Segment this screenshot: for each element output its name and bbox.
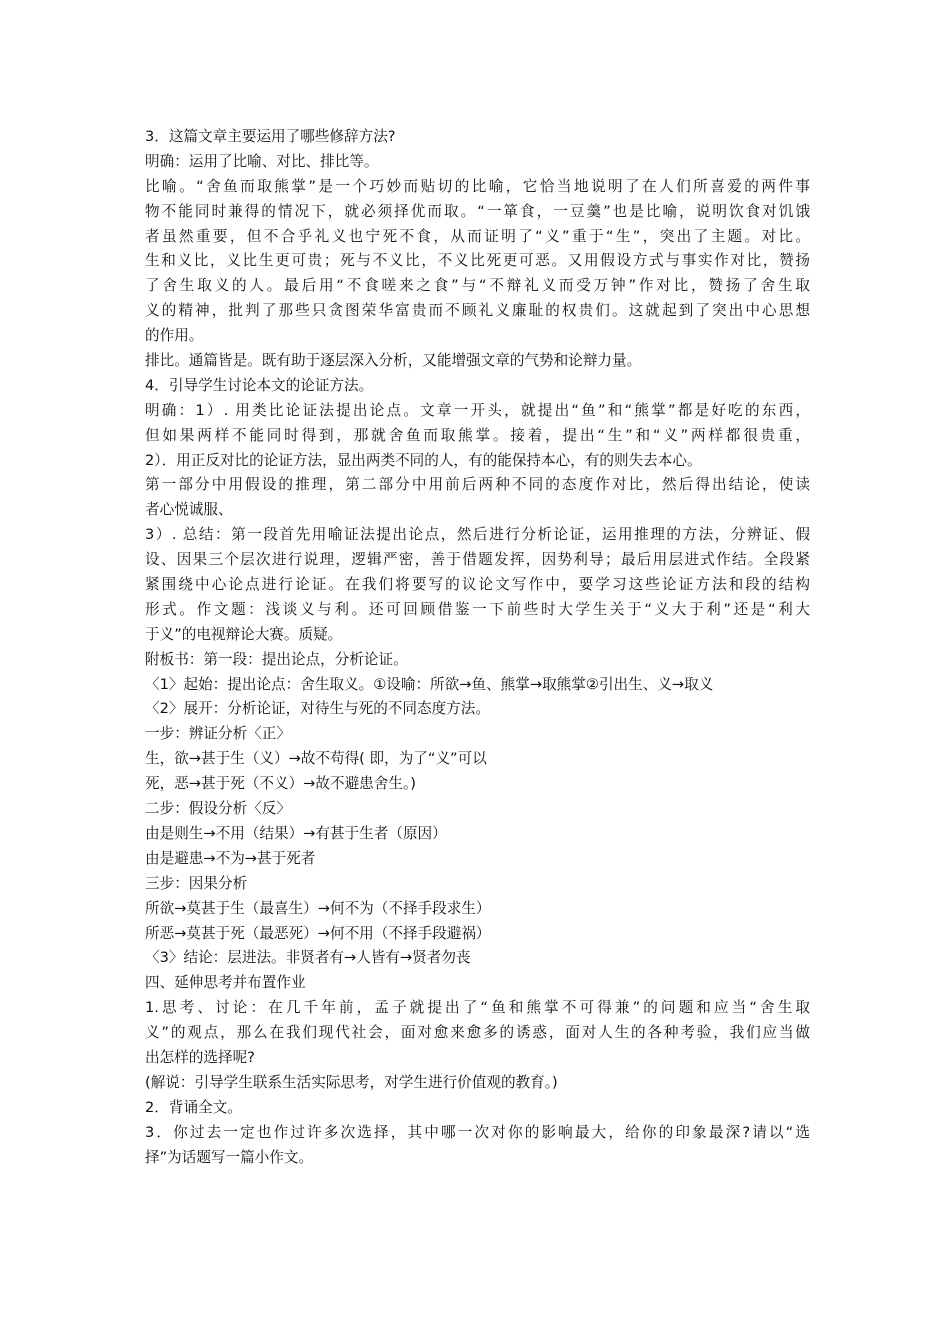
text-line: 生和义比，义比生更可贵；死与不义比，不义比死更可恶。又用假设方式与事实作对比，赞扬 (145, 252, 810, 270)
text-line: 者虽然重要，但不合乎礼义也宁死不食，从而证明了“义”重于“生”，突出了主题。对比。 (145, 227, 810, 245)
text-line: 死，恶→甚于死（不义）→故不避患舍生。) (145, 775, 416, 793)
text-line: 所欲→莫甚于生（最喜生）→何不为（不择手段求生） (145, 899, 491, 917)
text-line: 但如果两样不能同时得到，那就舍鱼而取熊掌。接着，提出“生”和“义”两样都很贵重， (145, 426, 810, 444)
text-line: 的作用。 (145, 327, 204, 345)
text-line: 4．引导学生讨论本文的论证方法。 (145, 376, 374, 394)
text-line: 物不能同时兼得的情况下，就必须择优而取。“一箪食，一豆羹”也是比喻，说明饮食对饥饿 (145, 202, 810, 220)
text-line: 义的精神，批判了那些只贪图荣华富贵而不顾礼义廉耻的权贵们。这就起到了突出中心思想 (145, 302, 810, 320)
text-line: 紧围绕中心论点进行论证。在我们将要写的议论文写作中，要学习这些论证方法和段的结构 (145, 576, 810, 594)
text-line: 明确：1）. 用类比论证法提出论点。文章一开头，就提出“鱼”和“熊掌”都是好吃的东西， (145, 401, 810, 419)
text-line: 3．这篇文章主要运用了哪些修辞方法? (145, 128, 396, 145)
text-line: 附板书：第一段：提出论点，分析论证。 (145, 650, 408, 668)
text-line: 二步：假设分析〈反〉 (145, 800, 291, 818)
text-line: 了舍生取义的人。最后用“不食嗟来之食”与“不辩礼义而受万钟”作对比，赞扬了舍生取 (145, 277, 810, 295)
text-line: 生，欲→甚于生（义）→故不苟得( 即，为了“义”可以 (145, 750, 487, 768)
text-line: 所恶→莫甚于死（最恶死）→何不用（不择手段避祸） (145, 924, 491, 942)
text-line: 择”为话题写一篇小作文。 (145, 1148, 314, 1166)
text-line: 〈1〉起始：提出论点：舍生取义。①设喻：所欲→鱼、熊掌→取熊掌②引出生、义→取义 (145, 675, 714, 693)
text-line: 2．背诵全文。 (145, 1098, 242, 1116)
text-line: 第一部分中用假设的推理，第二部分中用前后两种不同的态度作对比，然后得出结论，使读 (145, 476, 810, 494)
document-body (145, 125, 810, 1170)
text-line: 义”的观点，那么在我们现代社会，面对愈来愈多的诱惑，面对人生的各种考验，我们应当做 (145, 1024, 810, 1042)
text-line: 3．你过去一定也作过许多次选择，其中哪一次对你的影响最大，给你的印象最深?请以“选 (145, 1123, 810, 1141)
text-line: 出怎样的选择呢? (145, 1048, 255, 1066)
text-line: 明确：运用了比喻、对比、排比等。 (145, 152, 379, 170)
text-line: 3）. 总结：第一段首先用喻证法提出论点，然后进行分析论证，运用推理的方法，分辨证、假 (145, 526, 810, 544)
text-line: 三步：因果分析 (145, 874, 248, 892)
text-line: 由是则生→不用（结果）→有甚于生者（原因） (145, 824, 447, 842)
text-line: 四、延伸思考并布置作业 (145, 974, 306, 992)
text-line: 于义”的电视辩论大赛。质疑。 (145, 625, 343, 643)
text-line: 2）．用正反对比的论证方法，显出两类不同的人，有的能保持本心，有的则失去本心。 (145, 451, 702, 469)
text-line: 形式。作文题：浅谈义与利。还可回顾借鉴一下前些时大学生关于“义大于利”还是“利大 (145, 600, 810, 618)
text-line: (解说：引导学生联系生活实际思考，对学生进行价值观的教育。) (145, 1073, 558, 1091)
text-line: 者心悦诚服、 (145, 501, 233, 519)
text-line: 比喻。“舍鱼而取熊掌”是一个巧妙而贴切的比喻，它恰当地说明了在人们所喜爱的两件事 (145, 177, 810, 195)
text-line: 由是避患→不为→甚于死者 (145, 849, 316, 867)
text-line: 〈2〉展开：分析论证，对待生与死的不同态度方法。 (145, 700, 490, 718)
text-line: 设、因果三个层次进行说理，逻辑严密，善于借题发挥，因势利导；最后用层进式作结。全段紧 (145, 551, 810, 569)
text-line: 〈3〉结论：层进法。非贤者有→人皆有→贤者勿丧 (145, 949, 471, 967)
text-line: 排比。通篇皆是。既有助于逐层深入分析，又能增强文章的气势和论辩力量。 (145, 352, 642, 370)
text-line: 一步：辨证分析〈正〉 (145, 725, 291, 743)
text-line: 1.思考、讨论：在几千年前，孟子就提出了“鱼和熊掌不可得兼”的问题和应当“舍生取 (145, 999, 810, 1017)
